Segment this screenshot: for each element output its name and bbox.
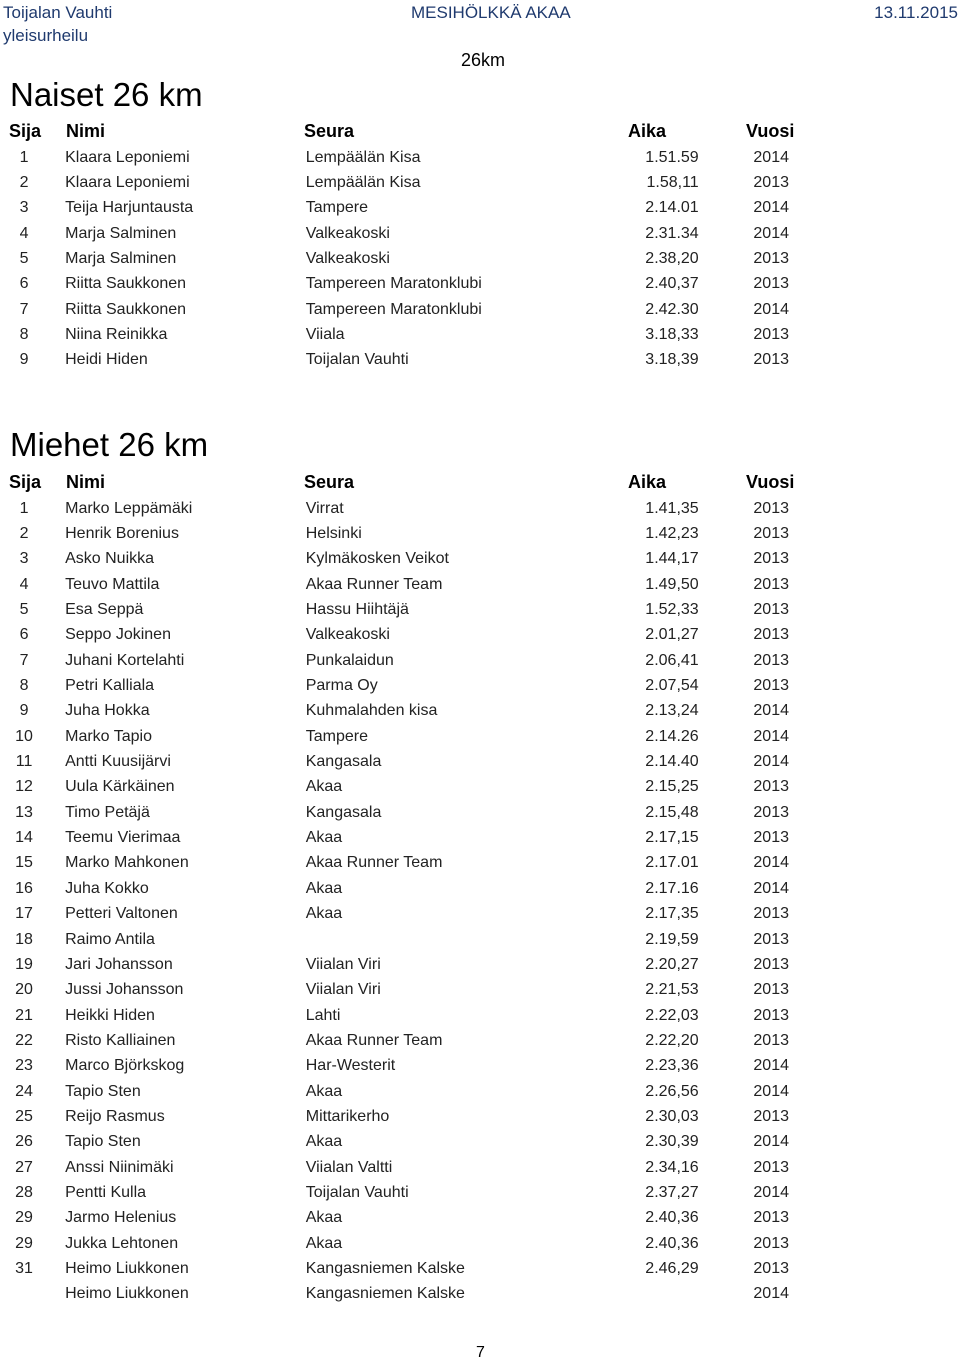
row-time: 2.30,39 bbox=[645, 1133, 699, 1151]
table-row bbox=[0, 547, 810, 572]
row-time: 2.01,27 bbox=[645, 626, 699, 644]
row-year: 2013 bbox=[753, 955, 789, 973]
row-club: Akaa Runner Team bbox=[305, 854, 443, 872]
row-name: Marco Björkskog bbox=[65, 1057, 185, 1075]
row-name: Heikki Hiden bbox=[65, 1006, 155, 1024]
row-time: 2.14.01 bbox=[645, 199, 699, 217]
row-position: 10 bbox=[15, 727, 33, 745]
row-time: 2.22,03 bbox=[645, 1006, 699, 1024]
row-name: Heimo Liukkonen bbox=[65, 1259, 189, 1277]
table-row bbox=[0, 699, 810, 724]
col-header-name: Nimi bbox=[66, 121, 106, 141]
row-time: 2.15,25 bbox=[645, 778, 699, 796]
col-header-year: Vuosi bbox=[746, 121, 795, 141]
row-club: Kylmäkosken Veikot bbox=[305, 550, 449, 568]
row-year: 2013 bbox=[753, 550, 789, 568]
row-position: 6 bbox=[19, 626, 29, 644]
row-club: Tampereen Maratonklubi bbox=[305, 300, 482, 318]
row-time: 2.19,59 bbox=[645, 930, 699, 948]
row-year: 2013 bbox=[753, 778, 789, 796]
women-results-table bbox=[0, 145, 810, 373]
table-row bbox=[0, 1130, 810, 1155]
row-year: 2013 bbox=[753, 651, 789, 669]
table-row bbox=[0, 825, 810, 850]
row-name: Juhani Kortelahti bbox=[65, 651, 185, 669]
row-time: 1.41,35 bbox=[645, 499, 699, 517]
table-row bbox=[0, 246, 810, 271]
header-event: MESIHÖLKKÄ AKAA bbox=[411, 3, 571, 22]
row-name: Pentti Kulla bbox=[65, 1183, 147, 1201]
row-year: 2014 bbox=[753, 879, 789, 897]
row-club: Helsinki bbox=[305, 525, 362, 543]
row-year: 2014 bbox=[753, 1285, 789, 1303]
row-name: Asko Nuikka bbox=[65, 550, 155, 568]
row-name: Uula Kärkäinen bbox=[65, 778, 175, 796]
row-club: Punkalaidun bbox=[305, 651, 394, 669]
row-time: 2.17.16 bbox=[645, 879, 699, 897]
row-year: 2014 bbox=[753, 1183, 789, 1201]
row-position: 18 bbox=[15, 930, 33, 948]
row-club: Kangasala bbox=[305, 803, 382, 821]
row-club: Lempäälän Kisa bbox=[305, 148, 421, 166]
row-name: Anssi Niinimäki bbox=[65, 1158, 174, 1176]
row-year: 2014 bbox=[753, 148, 789, 166]
table-row bbox=[0, 1180, 810, 1205]
row-name: Tapio Sten bbox=[65, 1082, 141, 1100]
row-name: Marko Tapio bbox=[65, 727, 152, 745]
table-row bbox=[0, 1231, 810, 1256]
header-date: 13.11.2015 bbox=[874, 3, 958, 22]
row-name: Petteri Valtonen bbox=[65, 905, 178, 923]
table-row bbox=[0, 170, 810, 195]
row-name: Seppo Jokinen bbox=[65, 626, 171, 644]
row-position: 5 bbox=[19, 601, 29, 619]
row-club: Viialan Valtti bbox=[305, 1158, 393, 1176]
row-club: Valkeakoski bbox=[305, 250, 390, 268]
row-year: 2013 bbox=[753, 905, 789, 923]
row-name: Heimo Liukkonen bbox=[65, 1285, 189, 1303]
row-club: Akaa bbox=[305, 778, 343, 796]
row-club: Toijalan Vauhti bbox=[305, 351, 409, 369]
row-club: Akaa Runner Team bbox=[305, 575, 443, 593]
row-time: 1.52,33 bbox=[645, 601, 699, 619]
row-club: Akaa bbox=[305, 1133, 343, 1151]
row-time: 2.38,20 bbox=[645, 250, 699, 268]
men-results-table bbox=[0, 496, 810, 1307]
table-row bbox=[0, 1104, 810, 1129]
row-name: Heidi Hiden bbox=[65, 351, 148, 369]
row-time: 3.18,39 bbox=[645, 351, 699, 369]
row-name: Reijo Rasmus bbox=[65, 1107, 165, 1125]
row-year: 2014 bbox=[753, 854, 789, 872]
row-time: 2.30,03 bbox=[645, 1107, 699, 1125]
row-year: 2013 bbox=[753, 525, 789, 543]
row-club bbox=[306, 927, 609, 952]
col-header-time: Aika bbox=[628, 472, 667, 492]
row-year: 2013 bbox=[753, 275, 789, 293]
table-row bbox=[0, 1256, 810, 1281]
table-row bbox=[0, 272, 810, 297]
row-time: 2.15,48 bbox=[645, 803, 699, 821]
col-header-club: Seura bbox=[304, 472, 355, 492]
table-row bbox=[0, 952, 810, 977]
row-time: 2.26,56 bbox=[645, 1082, 699, 1100]
table-row bbox=[0, 978, 810, 1003]
table-row bbox=[0, 1028, 810, 1053]
row-time: 1.42,23 bbox=[645, 525, 699, 543]
row-name: Teemu Vierimaa bbox=[65, 829, 181, 847]
table-row bbox=[0, 623, 810, 648]
row-club: Toijalan Vauhti bbox=[305, 1183, 409, 1201]
row-time: 1.49,50 bbox=[645, 575, 699, 593]
row-position: 20 bbox=[15, 981, 33, 999]
table-row bbox=[0, 1079, 810, 1104]
row-time: 2.07,54 bbox=[645, 677, 699, 695]
row-time: 2.22,20 bbox=[645, 1031, 699, 1049]
row-year: 2014 bbox=[753, 1057, 789, 1075]
row-name: Jari Johansson bbox=[65, 955, 173, 973]
women-table-header bbox=[0, 121, 960, 147]
row-year: 2013 bbox=[753, 250, 789, 268]
row-year: 2013 bbox=[753, 1259, 789, 1277]
row-year: 2013 bbox=[753, 1209, 789, 1227]
row-club: Kangasniemen Kalske bbox=[305, 1285, 465, 1303]
col-header-name: Nimi bbox=[66, 472, 106, 492]
row-position: 1 bbox=[19, 148, 29, 166]
row-year: 2014 bbox=[753, 727, 789, 745]
row-position: 8 bbox=[19, 677, 29, 695]
row-position: 15 bbox=[15, 854, 33, 872]
row-year: 2013 bbox=[753, 981, 789, 999]
table-row bbox=[0, 348, 810, 373]
row-club: Viialan Viri bbox=[305, 955, 381, 973]
row-name: Jukka Lehtonen bbox=[65, 1234, 179, 1252]
row-time: 2.23,36 bbox=[645, 1057, 699, 1075]
row-name: Marko Leppämäki bbox=[65, 499, 193, 517]
row-time: 2.17,35 bbox=[645, 905, 699, 923]
row-name: Teija Harjuntausta bbox=[65, 199, 194, 217]
row-club: Valkeakoski bbox=[305, 224, 390, 242]
row-name: Jarmo Helenius bbox=[65, 1209, 177, 1227]
row-year: 2013 bbox=[753, 1006, 789, 1024]
row-club: Hassu Hiihtäjä bbox=[305, 601, 409, 619]
row-club: Kangasala bbox=[305, 753, 382, 771]
row-club: Tampere bbox=[305, 727, 368, 745]
header-club: Toijalan Vauhti bbox=[3, 3, 113, 22]
row-time: 2.21,53 bbox=[645, 981, 699, 999]
row-position: 29 bbox=[15, 1234, 33, 1252]
row-position: 3 bbox=[19, 550, 29, 568]
header-section: yleisurheilu bbox=[3, 26, 89, 45]
row-club: Akaa Runner Team bbox=[305, 1031, 443, 1049]
row-time: 2.37,27 bbox=[645, 1183, 699, 1201]
row-year: 2013 bbox=[753, 601, 789, 619]
row-position: 22 bbox=[15, 1031, 33, 1049]
row-name: Antti Kuusijärvi bbox=[65, 753, 171, 771]
row-club: Tampereen Maratonklubi bbox=[305, 275, 482, 293]
row-position: 2 bbox=[19, 525, 29, 543]
row-year: 2013 bbox=[753, 1158, 789, 1176]
row-year: 2013 bbox=[753, 829, 789, 847]
row-club: Lahti bbox=[305, 1006, 341, 1024]
row-time: 1.58,11 bbox=[646, 174, 699, 192]
men-section-title: Miehet 26 km bbox=[10, 426, 209, 463]
table-row bbox=[0, 749, 810, 774]
row-time: 2.14.40 bbox=[645, 753, 699, 771]
table-row bbox=[0, 1282, 810, 1307]
row-club: Valkeakoski bbox=[305, 626, 390, 644]
page-number: 7 bbox=[476, 1344, 485, 1361]
row-name: Marko Mahkonen bbox=[65, 854, 189, 872]
row-time: 1.51.59 bbox=[645, 148, 699, 166]
row-time: 2.42.30 bbox=[645, 300, 699, 318]
row-position: 11 bbox=[15, 753, 33, 771]
row-name: Riitta Saukkonen bbox=[65, 275, 187, 293]
table-row bbox=[0, 800, 810, 825]
row-club: Kuhmalahden kisa bbox=[305, 702, 438, 720]
row-time: 2.14.26 bbox=[645, 727, 699, 745]
col-header-pos: Sija bbox=[9, 121, 42, 141]
col-header-time: Aika bbox=[628, 121, 667, 141]
row-position: 8 bbox=[19, 326, 29, 344]
row-position: 7 bbox=[19, 651, 29, 669]
row-year: 2013 bbox=[753, 930, 789, 948]
row-year: 2013 bbox=[753, 1107, 789, 1125]
row-year: 2014 bbox=[753, 1082, 789, 1100]
row-position: 4 bbox=[19, 575, 29, 593]
row-position: 24 bbox=[15, 1082, 33, 1100]
row-name: Marja Salminen bbox=[65, 224, 177, 242]
row-time: 3.18,33 bbox=[645, 326, 699, 344]
row-year: 2013 bbox=[753, 326, 789, 344]
row-year: 2013 bbox=[753, 174, 789, 192]
row-year: 2014 bbox=[753, 702, 789, 720]
table-row bbox=[0, 297, 810, 322]
women-section-title: Naiset 26 km bbox=[10, 76, 203, 113]
table-row bbox=[0, 851, 810, 876]
row-year: 2013 bbox=[753, 677, 789, 695]
row-time: 2.40,36 bbox=[645, 1209, 699, 1227]
table-row bbox=[0, 673, 810, 698]
row-position: 19 bbox=[15, 955, 33, 973]
col-header-club: Seura bbox=[304, 121, 355, 141]
row-name: Klaara Leponiemi bbox=[65, 174, 190, 192]
row-name: Juha Hokka bbox=[65, 702, 150, 720]
men-table-header bbox=[0, 472, 960, 498]
table-row bbox=[0, 775, 810, 800]
table-row bbox=[0, 876, 810, 901]
row-position bbox=[0, 1282, 48, 1307]
row-position: 23 bbox=[15, 1057, 33, 1075]
row-position: 31 bbox=[15, 1259, 33, 1277]
row-name: Klaara Leponiemi bbox=[65, 148, 190, 166]
row-year: 2014 bbox=[753, 1133, 789, 1151]
row-club: Kangasniemen Kalske bbox=[305, 1259, 465, 1277]
row-position: 16 bbox=[15, 879, 33, 897]
row-time: 2.20,27 bbox=[645, 955, 699, 973]
row-year: 2013 bbox=[753, 351, 789, 369]
row-club: Tampere bbox=[305, 199, 368, 217]
row-time: 2.40,36 bbox=[645, 1234, 699, 1252]
row-position: 12 bbox=[15, 778, 33, 796]
row-time: 2.46,29 bbox=[645, 1259, 699, 1277]
row-year: 2014 bbox=[753, 224, 789, 242]
row-year: 2014 bbox=[753, 300, 789, 318]
row-name: Henrik Borenius bbox=[65, 525, 179, 543]
row-name: Tapio Sten bbox=[65, 1133, 141, 1151]
row-name: Raimo Antila bbox=[65, 930, 155, 948]
row-club: Akaa bbox=[305, 1082, 343, 1100]
row-club: Akaa bbox=[305, 879, 343, 897]
row-time bbox=[608, 1282, 698, 1307]
row-name: Marja Salminen bbox=[65, 250, 177, 268]
table-row bbox=[0, 221, 810, 246]
row-club: Virrat bbox=[305, 499, 344, 517]
row-name: Timo Petäjä bbox=[65, 803, 150, 821]
row-position: 28 bbox=[15, 1183, 33, 1201]
row-time: 2.17.01 bbox=[645, 854, 699, 872]
row-year: 2013 bbox=[753, 1234, 789, 1252]
row-position: 21 bbox=[15, 1006, 33, 1024]
row-year: 2013 bbox=[753, 626, 789, 644]
header-distance: 26km bbox=[461, 50, 506, 70]
table-row bbox=[0, 1003, 810, 1028]
table-row bbox=[0, 1054, 810, 1079]
row-name: Jussi Johansson bbox=[65, 981, 184, 999]
row-position: 14 bbox=[15, 829, 33, 847]
row-club: Akaa bbox=[305, 1209, 343, 1227]
row-time: 2.34,16 bbox=[645, 1158, 699, 1176]
table-row bbox=[0, 648, 810, 673]
col-header-year: Vuosi bbox=[746, 472, 795, 492]
row-name: Riitta Saukkonen bbox=[65, 300, 187, 318]
row-position: 13 bbox=[15, 803, 33, 821]
row-position: 5 bbox=[19, 250, 29, 268]
row-name: Juha Kokko bbox=[65, 879, 149, 897]
row-name: Risto Kalliainen bbox=[65, 1031, 176, 1049]
row-name: Niina Reinikka bbox=[65, 326, 168, 344]
row-position: 6 bbox=[19, 275, 29, 293]
table-row bbox=[0, 597, 810, 622]
row-year: 2014 bbox=[753, 199, 789, 217]
table-row bbox=[0, 902, 810, 927]
row-position: 7 bbox=[19, 300, 29, 318]
table-row bbox=[0, 496, 810, 521]
row-club: Akaa bbox=[305, 829, 343, 847]
table-row bbox=[0, 322, 810, 347]
row-year: 2013 bbox=[753, 1031, 789, 1049]
row-time: 2.06,41 bbox=[645, 651, 699, 669]
row-position: 1 bbox=[19, 499, 29, 517]
table-row bbox=[0, 927, 810, 952]
table-row bbox=[0, 1155, 810, 1180]
row-time: 2.13,24 bbox=[645, 702, 699, 720]
row-club: Har-Westerit bbox=[305, 1057, 396, 1075]
row-position: 9 bbox=[19, 702, 29, 720]
row-position: 17 bbox=[15, 905, 33, 923]
table-row bbox=[0, 724, 810, 749]
row-position: 26 bbox=[15, 1133, 33, 1151]
row-club: Parma Oy bbox=[305, 677, 378, 695]
row-position: 25 bbox=[15, 1107, 33, 1125]
row-time: 2.40,37 bbox=[645, 275, 699, 293]
row-club: Akaa bbox=[305, 1234, 343, 1252]
row-time: 2.31.34 bbox=[645, 224, 699, 242]
row-club: Lempäälän Kisa bbox=[305, 174, 421, 192]
row-name: Teuvo Mattila bbox=[65, 575, 160, 593]
row-position: 2 bbox=[19, 174, 29, 192]
row-year: 2013 bbox=[753, 575, 789, 593]
row-position: 29 bbox=[15, 1209, 33, 1227]
row-year: 2013 bbox=[753, 499, 789, 517]
row-time: 2.17,15 bbox=[645, 829, 699, 847]
row-year: 2013 bbox=[753, 803, 789, 821]
row-position: 3 bbox=[19, 199, 29, 217]
row-name: Esa Seppä bbox=[65, 601, 144, 619]
row-time: 1.44,17 bbox=[645, 550, 699, 568]
table-row bbox=[0, 196, 810, 221]
row-club: Viiala bbox=[305, 326, 345, 344]
row-position: 9 bbox=[19, 351, 29, 369]
row-club: Mittarikerho bbox=[305, 1107, 390, 1125]
col-header-pos: Sija bbox=[9, 472, 42, 492]
row-year: 2014 bbox=[753, 753, 789, 771]
table-row bbox=[0, 1206, 810, 1231]
table-row bbox=[0, 521, 810, 546]
row-name: Petri Kalliala bbox=[65, 677, 155, 695]
row-position: 27 bbox=[15, 1158, 33, 1176]
row-position: 4 bbox=[19, 224, 29, 242]
row-club: Akaa bbox=[305, 905, 343, 923]
table-row bbox=[0, 145, 810, 170]
table-row bbox=[0, 572, 810, 597]
row-club: Viialan Viri bbox=[305, 981, 381, 999]
